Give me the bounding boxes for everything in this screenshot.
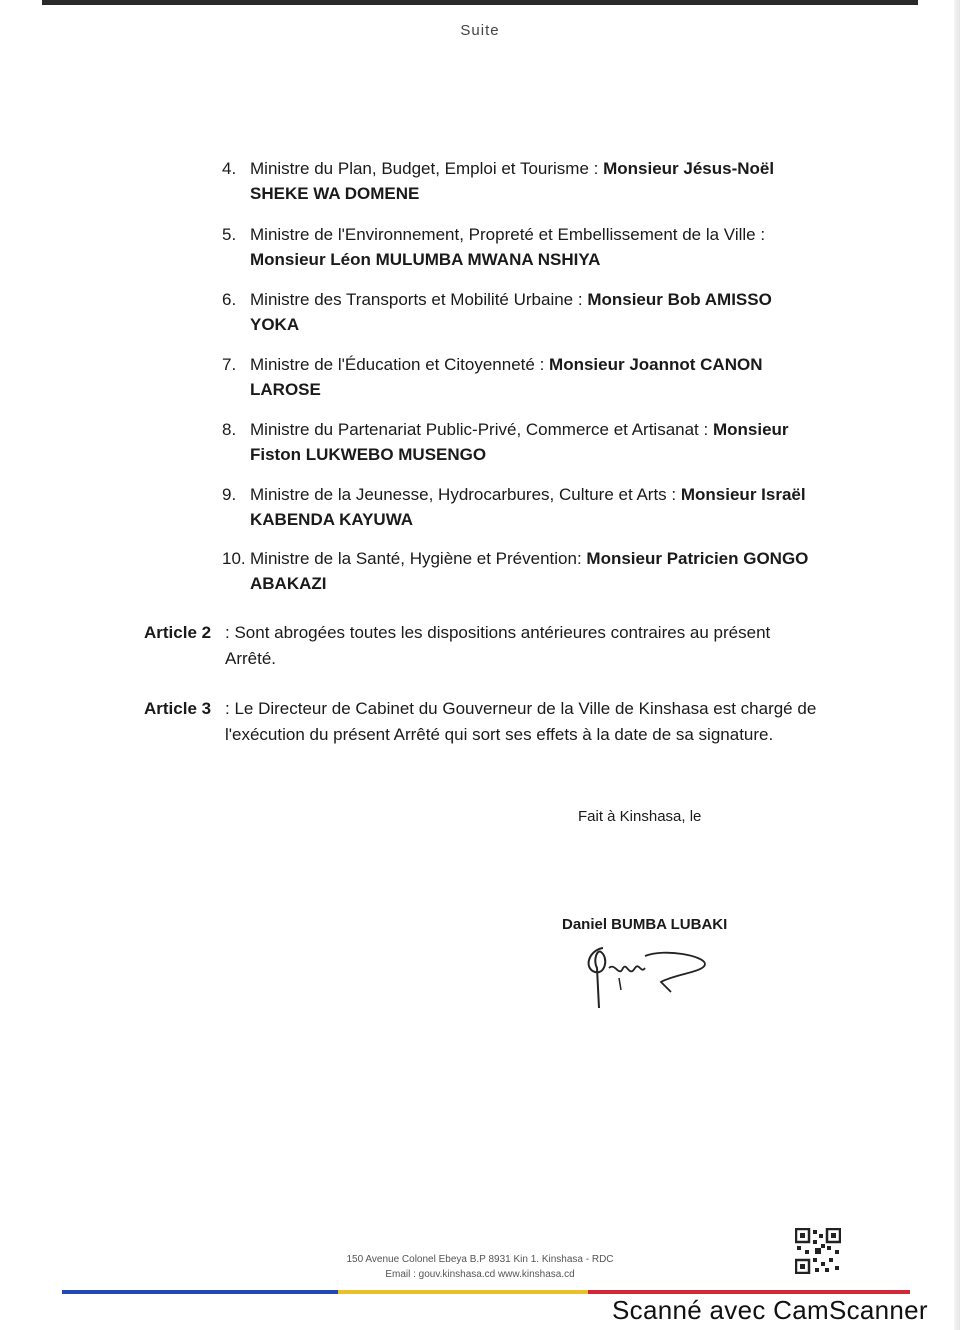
item-role: Ministre du Partenariat Public-Privé, Commerce et Artisanat : — [250, 420, 709, 439]
item-number: 5. — [222, 225, 237, 244]
item-role: Ministre de l'Éducation et Citoyenneté : — [250, 355, 545, 374]
item-text — [250, 352, 822, 402]
item-text — [250, 546, 822, 596]
flag-band-red — [588, 1290, 910, 1294]
flag-band-blue — [62, 1290, 338, 1294]
handwritten-signature-icon — [575, 938, 715, 1013]
item-person: Monsieur Léon MULUMBA MWANA NSHIYA — [250, 250, 601, 269]
article-3 — [144, 696, 824, 748]
place-date-line: Fait à Kinshasa, le — [578, 808, 702, 825]
signer-name: Daniel BUMBA LUBAKI — [562, 916, 728, 933]
article-label: Article 2 — [144, 623, 212, 642]
list-item — [222, 287, 822, 337]
item-number: 10. — [222, 549, 246, 568]
item-person: Monsieur Patricien GONGO ABAKAZI — [250, 549, 809, 593]
camscanner-watermark: Scanné avec CamScanner — [612, 1295, 928, 1325]
item-person: Monsieur Jésus-Noël SHEKE WA DOMENE — [250, 159, 775, 203]
item-text — [250, 417, 822, 467]
item-number: 8. — [222, 420, 237, 439]
item-number: 9. — [222, 485, 237, 504]
list-item — [222, 417, 822, 467]
footer-address-block — [300, 1252, 660, 1282]
item-text — [250, 287, 822, 337]
item-text — [250, 482, 822, 532]
item-text — [250, 222, 822, 272]
article-2 — [144, 620, 824, 672]
article-label: Article 3 — [144, 699, 212, 718]
list-item — [222, 352, 822, 402]
flag-band-yellow — [338, 1290, 588, 1294]
item-person: Monsieur Israël KABENDA KAYUWA — [250, 485, 806, 529]
item-role: Ministre du Plan, Budget, Emploi et Tourisme : — [250, 159, 599, 178]
item-number: 6. — [222, 290, 237, 309]
item-person: Monsieur Joannot CANON LAROSE — [250, 355, 763, 399]
article-text: : Sont abrogées toutes les dispositions antérieures contraires au présent Arrêté. — [225, 623, 771, 668]
item-role: Ministre de la Santé, Hygiène et Prévention: — [250, 549, 582, 568]
item-person: Monsieur Bob AMISSO YOKA — [250, 290, 772, 334]
list-item — [222, 222, 822, 272]
item-role: Ministre de l'Environnement, Propreté et Embellissement de la Ville : — [250, 225, 766, 244]
item-role: Ministre des Transports et Mobilité Urbaine : — [250, 290, 583, 309]
article-text: : Le Directeur de Cabinet du Gouverneur de la Ville de Kinshasa est chargé de l'exécution du présent Arrêté qui sort ses effets à la date de sa signature. — [225, 699, 817, 744]
list-item — [222, 482, 822, 532]
qr-code-icon — [795, 1228, 841, 1274]
item-role: Ministre de la Jeunesse, Hydrocarbures, Culture et Arts : — [250, 485, 677, 504]
page-right-edge — [954, 0, 960, 1330]
footer-address: 150 Avenue Colonel Ebeya B.P 8931 Kin 1. Kinshasa - RDC — [346, 1254, 614, 1265]
item-person: Monsieur Fiston LUKWEBO MUSENGO — [250, 420, 789, 464]
item-text — [250, 156, 822, 206]
footer-contact: Email : gouv.kinshasa.cd www.kinshasa.cd — [385, 1269, 575, 1280]
page-top-edge — [42, 0, 918, 5]
item-number: 7. — [222, 355, 237, 374]
item-number: 4. — [222, 159, 237, 178]
page-header-suite: Suite — [460, 22, 500, 39]
list-item — [222, 156, 822, 206]
list-item — [222, 546, 822, 596]
